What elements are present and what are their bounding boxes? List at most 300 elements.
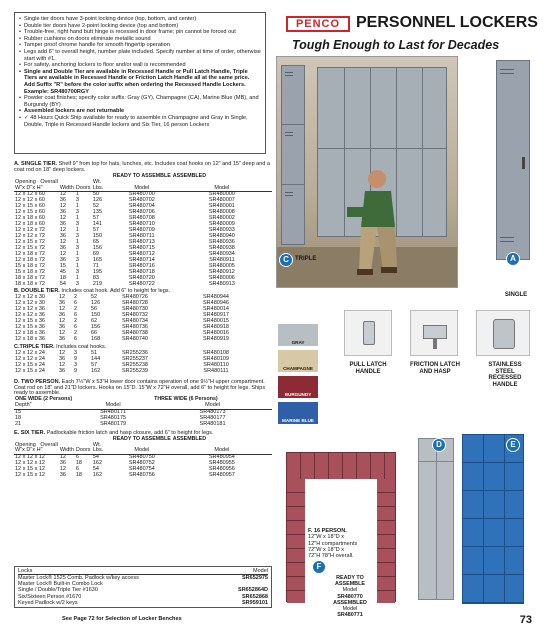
table-cell: SR480740 [122, 335, 148, 342]
swatch-gray: GRAY [278, 324, 318, 346]
feature-item: • Assembled lockers are not returnable [19, 108, 261, 115]
table-cell: 12 [59, 330, 66, 337]
sixteen-rta-label: READY TO ASSEMBLE [335, 575, 365, 588]
table-cell: SR480750 [128, 454, 155, 461]
sixteen-model-line: SR480771 [337, 612, 363, 619]
table-cell: 141 [92, 221, 103, 228]
table-cell: 168 [91, 335, 101, 342]
col-model: Model [105, 402, 121, 409]
table-cell: 36 [59, 244, 66, 251]
col-doors: Doors [75, 184, 91, 191]
table-cell: 12 x 18 x 60 [15, 221, 45, 228]
table-cell: 12 x 15 x 60 [15, 203, 45, 210]
table-cell: 156 [92, 244, 103, 251]
table-cell: 12 x 15 x 12 [15, 466, 45, 473]
table-cell: 45 [59, 268, 66, 275]
table-cell: 54 [92, 454, 99, 461]
table-cell: 12 [59, 215, 66, 222]
table-cell: SR480946 [203, 300, 229, 307]
table-cell: SR480177 [199, 415, 226, 421]
table-cell: 2 [74, 330, 78, 337]
table-cell: SR480016 [203, 330, 229, 337]
features-list [19, 16, 261, 128]
table-cell: 12 [59, 250, 66, 257]
table-cell: 1 [75, 238, 79, 245]
lock-name: Keyed Padlock w/2 keys [18, 599, 78, 606]
table-row [14, 282, 272, 288]
col-wt: Wt. [92, 441, 102, 448]
table-cell: 12 x 12 x 72 [15, 233, 45, 240]
col-rta: READY TO ASSEMBLE [112, 435, 171, 442]
table-cell: 12 [59, 227, 66, 234]
single-locker-photo [490, 60, 536, 285]
table-cell: 165 [92, 256, 103, 263]
table-cell: 2 [74, 318, 78, 325]
table-cell: 12 [59, 294, 66, 301]
table-cell: 36 [59, 312, 66, 319]
swatch-burgundy: BURGUNDY [278, 376, 318, 398]
table-cell: SR480711 [129, 233, 155, 240]
swatch-marine-blue: MARINE BLUE [278, 402, 318, 424]
col-lbs: Lbs. [92, 447, 104, 454]
table-cell: 69 [92, 250, 99, 257]
col-rta: READY TO ASSEMBLE [112, 172, 171, 179]
sixteen-model-line: ASSEMBLED [333, 599, 367, 606]
table-cell: 150 [91, 312, 101, 319]
col-doors: Doors [75, 447, 91, 454]
table-cell: SR480110 [203, 361, 229, 368]
lock-model: SR652868 [242, 593, 268, 600]
table-cell: 71 [92, 262, 99, 269]
table-cell: 3 [75, 244, 79, 251]
col-assembled: ASSEMBLED [172, 435, 207, 442]
table-cell: 57 [92, 227, 99, 234]
table-cell: 3 [75, 197, 79, 204]
table-row [14, 337, 272, 343]
section-b-heading: B. DOUBLE TIER. Includes coat hook. Add 6" to height for legs. [14, 288, 171, 295]
table-cell: 9 [74, 355, 78, 362]
table-cell: 36 [59, 367, 66, 374]
table-row [14, 473, 272, 479]
col-width: Width [59, 184, 74, 191]
table-cell: 12 x 12 x 24 [15, 349, 45, 356]
col-lbs: Lbs. [92, 184, 104, 191]
badge-f: F [312, 560, 326, 574]
badge-a: A [506, 252, 520, 266]
badge-d: D [432, 438, 446, 452]
table-cell: SR480732 [122, 312, 148, 319]
feature-item: • Double tier doors have 2-point locking device (top and bottom) [19, 23, 261, 30]
table-cell: 12 x 15 x 72 [15, 238, 45, 245]
table-cell: 66 [91, 330, 98, 337]
table-cell: 9 [74, 367, 78, 374]
table-cell: SR480714 [128, 256, 155, 263]
lock-model: SR652864D [238, 587, 268, 594]
table-cell: SR480173 [199, 409, 226, 416]
table-cell: 18 [59, 274, 66, 281]
table-cell: 12 x 15 x 12 [15, 472, 45, 479]
table-cell: 1 [75, 215, 79, 222]
section-e-heading: E. SIX TIER. Padlockable friction latch and hasp closure, add 6" to height for legs. [14, 429, 214, 436]
lock-name: Six/Sixteen Person #1670 [18, 593, 82, 600]
table-cell: 36 [59, 460, 66, 467]
table-cell: 12 x 15 x 72 [15, 244, 45, 251]
table-cell: 12 [59, 361, 66, 368]
feature-item: • Rubber cushions on doors eliminate metallic sound [19, 36, 261, 43]
table-cell: 144 [91, 355, 101, 362]
table-cell: 1 [75, 203, 79, 210]
table-cell: 3 [75, 256, 79, 263]
table-cell: SR480000 [208, 191, 235, 198]
col-assembled: ASSEMBLED [172, 172, 207, 179]
table-cell: 36 [59, 256, 66, 263]
col-depth: Depth" [15, 402, 32, 409]
table-cell: SR480933 [208, 227, 235, 234]
col-width: Width [59, 447, 74, 454]
table-cell: 36 [59, 209, 66, 216]
table-cell: 52 [92, 203, 99, 210]
table-cell: 56 [91, 306, 98, 313]
friction-latch-thumb [410, 310, 458, 356]
table-cell: SR480706 [128, 209, 155, 216]
table-cell: SR480730 [122, 306, 148, 313]
table-cell: 6 [74, 300, 78, 307]
table-cell: 162 [92, 460, 103, 467]
sixteen-model-line: Model [342, 606, 358, 613]
table-cell: SR480911 [209, 256, 235, 263]
sixteen-line: 12"W x 18"D x [308, 534, 344, 541]
lock-model: SR652975 [242, 575, 268, 582]
table-cell: 6 [74, 324, 78, 331]
table-cell: SR480181 [199, 420, 226, 427]
col-wt: Wt. [92, 178, 102, 185]
features-box [14, 12, 266, 154]
table-cell: 3 [75, 233, 79, 240]
table-cell: SR480752 [128, 460, 155, 467]
table-cell: 12 [59, 203, 66, 210]
table-cell: SR480014 [203, 306, 229, 313]
table-cell: 12 x 18 x 36 [15, 330, 45, 337]
table-cell: 12 x 12 x 36 [15, 312, 45, 319]
table-cell: 15 [59, 262, 66, 269]
table-cell: SR480918 [203, 324, 229, 331]
feature-item: • ✓ 48 Hours Quick Ship available for ready to assemble in Champagne and Gray in Single, Double, Triple in Recessed Handle lockers and Six Tier, 16 person Lockers [19, 115, 261, 128]
person-figure [347, 167, 403, 277]
table-cell: 36 [59, 324, 66, 331]
section-a-table: READY TO ASSEMBLE ASSEMBLED Opening Overall Wt. W"x D"x H" Width Doors Lbs. Model Model 12 x 12 x 60 12 1 50 SR480700 SR480000 12 x 12 x 60 36 3 126 SR480702 SR480007 12 x 15 x 60 12 1 52 SR480704 SR480001 12 x 15 x 60 36 3 135 SR480706 SR480008 12 x 18 x 60 12 1 57 SR480708 SR480002 12 x 18 x 60 36 3 141 SR480710 SR480009 12 x 12 x 72 12 1 57 SR480709 SR480933 12 x 12 x 72 36 3 150 SR480711 SR480940 12 x 15 x 72 12 1 65 SR480713 SR480936 12 x 15 x 72 36 3 156 SR480715 SR480938 12 x 18 x 72 12 1 69 SR480712 SR480934 12 x 18 x 72 36 3 165 SR480714 SR480911 15 x 18 x 72 15 1 71 SR480716 SR480005 15 x 18 x 72 45 3 195 SR480718 SR480912 18 x 18 x 72 18 1 83 SR480720 SR480006 18 x 18 x 72 54 3 219 SR480722 SR480913 [14, 174, 272, 288]
page-number: 73 [519, 614, 532, 626]
table-cell: SR480726 [122, 294, 148, 301]
table-cell: 54 [92, 466, 99, 473]
tagline: Tough Enough to Last for Decades [292, 38, 500, 52]
table-cell: 162 [91, 367, 101, 374]
table-cell: 36 [59, 300, 66, 307]
sixteen-line: 72"H 78"H overall. [308, 553, 354, 559]
table-cell: SR480917 [203, 312, 229, 319]
col-model: Model [134, 447, 150, 454]
swatch-champagne: CHAMPAGNE [278, 350, 318, 372]
table-cell: 126 [92, 197, 103, 204]
table-cell: SR480015 [203, 318, 229, 325]
locks-header: Locks [18, 568, 33, 574]
table-cell: 162 [92, 472, 103, 479]
table-cell: 54 [59, 280, 66, 287]
table-cell: 150 [92, 233, 103, 240]
two-person-locker [418, 438, 454, 600]
table-cell: SR480955 [208, 460, 235, 467]
feature-item: • Single and Double Tier are available in Recessed Handle or Pull Latch Handle, Triple Tiers are available in Recessed Handle or Friction Latch Handle all at the same price. Add Suffix "R" before the color suffix when ordering the Recessed Handle Lockers. Example: SR480700RGY [19, 69, 261, 95]
table-cell: 6 [74, 335, 78, 342]
table-row [14, 369, 272, 375]
table-cell: SR480715 [128, 244, 155, 251]
table-cell: 12 x 15 x 36 [15, 324, 45, 331]
table-cell: 126 [91, 300, 101, 307]
table-cell: 12 x 12 x 12 [15, 460, 45, 467]
table-cell: 12 x 18 x 72 [15, 256, 45, 263]
locks-model-header: Model [253, 568, 268, 574]
table-cell: SR480009 [208, 221, 235, 228]
table-cell: 1 [75, 274, 79, 281]
table-cell: SR480736 [122, 324, 148, 331]
table-cell: 12 x 12 x 30 [15, 294, 45, 301]
locker-room-photo [276, 56, 458, 288]
table-cell: SR480944 [203, 294, 229, 301]
table-row [14, 422, 272, 428]
table-cell: SR480006 [208, 274, 235, 281]
table-cell: 12 x 12 x 36 [15, 306, 45, 313]
table-cell: SR255238 [122, 361, 148, 368]
table-cell: SR480109 [203, 355, 229, 362]
table-cell: SR480912 [208, 268, 235, 275]
table-cell: 36 [59, 472, 66, 479]
table-cell: SR480002 [208, 215, 235, 222]
table-cell: SR480934 [208, 250, 235, 257]
table-cell: 15 [15, 409, 22, 416]
pull-latch-thumb [344, 310, 392, 356]
table-cell: SR480938 [208, 244, 235, 251]
see-page-note: See Page 72 for Selection of Locker Benches [62, 616, 182, 622]
table-cell: 6 [74, 312, 78, 319]
col-three-wide: THREE WIDE (6 Persons) [154, 396, 218, 403]
recessed-handle-label: STAINLESS STEEL RECESSED HANDLE [488, 362, 522, 388]
table-cell: 12 x 12 x 60 [15, 191, 45, 198]
table-cell: SR480008 [208, 209, 235, 216]
page-title: PERSONNEL LOCKERS [356, 14, 538, 31]
table-cell: SR480171 [100, 409, 127, 416]
table-cell: 3 [75, 221, 79, 228]
table-cell: 12 x 15 x 24 [15, 361, 45, 368]
table-cell: 1 [75, 227, 79, 234]
table-cell: 12 [59, 454, 66, 461]
table-cell: 57 [91, 361, 98, 368]
table-cell: SR480710 [128, 221, 155, 228]
table-cell: 6 [75, 466, 79, 473]
col-dims: W"x D"x H" [15, 447, 43, 454]
table-cell: SR480954 [208, 454, 235, 461]
feature-item: • Legs add 6" to overall height, number plate included. Specify number at time of order, otherwise start with #1. [19, 49, 261, 62]
table-cell: SR480179 [100, 420, 127, 427]
table-cell: 18 [15, 415, 22, 421]
spec-tables [14, 160, 272, 479]
table-cell: SR480001 [208, 203, 235, 210]
lock-model: SR959101 [242, 599, 268, 606]
table-cell: 195 [92, 268, 103, 275]
lock-name: Single / Double/Triple Tier #1630 [18, 587, 98, 594]
locks-box [14, 566, 272, 608]
table-cell: 1 [75, 262, 79, 269]
feature-item: • Trouble-free, right hand butt hinge is recessed in door frame; pin cannot be forced out [19, 29, 261, 36]
badge-c: C [279, 253, 293, 267]
table-cell: SR480936 [208, 238, 235, 245]
table-cell: 1 [75, 191, 79, 198]
table-cell: SR480913 [208, 280, 235, 287]
table-cell: 12 [59, 349, 66, 356]
single-label: SINGLE [504, 292, 528, 298]
table-cell: 12 [59, 191, 66, 198]
table-cell: 12 x 18 x 72 [15, 250, 45, 257]
pull-latch-label: PULL LATCH HANDLE [349, 362, 387, 375]
table-cell: 2 [74, 306, 78, 313]
table-cell: 18 [75, 460, 82, 467]
triple-label: TRIPLE [295, 256, 317, 262]
table-cell: 36 [59, 355, 66, 362]
single-tier-locker [496, 60, 530, 260]
section-b-table [14, 295, 272, 343]
table-cell: SR480734 [122, 318, 148, 325]
table-cell: 65 [92, 238, 99, 245]
penco-logo [286, 16, 350, 32]
lock-name: Master Lock® 1525 Comb. Padlock w/key access [18, 575, 139, 582]
feature-item: • Powder coat finishes; specify color suffix: Gray (GY), Champagne (CA), Marine Blue (MB), and Burgundy (BY) [19, 95, 261, 108]
table-cell: 12 x 12 x 60 [15, 197, 45, 204]
table-cell: SR480716 [128, 262, 155, 269]
table-cell: 62 [91, 318, 98, 325]
table-cell: 12 [59, 466, 66, 473]
sixteen-model-line: SR480770 [337, 593, 363, 600]
table-cell: SR255237 [122, 355, 148, 362]
table-cell: 12 x 18 x 60 [15, 215, 45, 222]
table-cell: 156 [91, 324, 101, 331]
table-cell: 3 [75, 209, 79, 216]
col-model: Model [214, 447, 230, 454]
table-cell: SR480940 [208, 233, 235, 240]
table-cell: 15 x 18 x 72 [15, 262, 45, 269]
table-cell: 36 [59, 221, 66, 228]
table-cell: 36 [59, 197, 66, 204]
table-cell: 3 [75, 280, 79, 287]
sixteen-title: F. 16 PERSON. [308, 528, 347, 534]
sixteen-model-line: Model [342, 587, 358, 594]
sixteen-line: 12"H compartments [308, 540, 358, 547]
table-cell: SR480754 [128, 466, 155, 473]
table-cell: 18 [75, 472, 82, 479]
table-cell: 12 x 12 x 12 [15, 454, 45, 461]
sixteen-person-spec [308, 528, 392, 559]
table-cell: SR480108 [203, 349, 229, 356]
col-model: Model [134, 184, 150, 191]
table-cell: 36 [59, 335, 66, 342]
table-cell: 36 [59, 233, 66, 240]
col-one-wide: ONE WIDE (2 Persons) [15, 396, 73, 403]
section-c-heading: C.TRIPLE TIER. Includes coat hooks. [14, 343, 107, 350]
table-cell: SR480957 [208, 472, 235, 479]
table-cell: 18 x 18 x 72 [15, 280, 45, 287]
table-cell: SR480713 [128, 238, 155, 245]
table-cell: SR480720 [128, 274, 155, 281]
col-dims: W"x D"x H" [15, 184, 43, 191]
table-cell: SR255236 [122, 349, 148, 356]
table-cell: 12 x 12 x 30 [15, 300, 45, 307]
sixteen-line: 72"W x 18"D x [308, 546, 344, 553]
table-cell: SR480702 [128, 197, 155, 204]
lock-name: Master Lock® Built-in Combo Lock [18, 581, 103, 588]
section-d-heading: D. TWO PERSON. Each 7½"W x 53"H lower door contains operation of one 9½"H upper compartment. Coat rod on 18" and 21"D lockers. Hooks on 15"D. 15"W x 72"H overall, add 6" to height for legs. Ships ready to assemble. [14, 378, 266, 397]
table-cell: 50 [92, 191, 99, 198]
feature-item: • Single tier doors have 3-point locking device (top, bottom, and center) [19, 16, 261, 23]
table-cell: 1 [75, 250, 79, 257]
table-cell: SR480956 [208, 466, 235, 473]
section-a-heading: A. SINGLE TIER. Shelf 9" from top for hats, lunches, etc. Includes coat hooks on 12" and 15" deep and a coat rod on 18" deep lockers. [14, 161, 270, 173]
table-cell: SR480919 [203, 335, 229, 342]
table-cell: 219 [92, 280, 103, 287]
table-cell: 52 [91, 294, 98, 301]
section-c-table [14, 351, 272, 375]
col-model: Model [214, 184, 230, 191]
feature-item: • Tamper proof chrome handle for smooth fingertip operation [19, 42, 261, 49]
table-cell: 2 [74, 294, 78, 301]
table-cell: SR480708 [128, 215, 155, 222]
table-cell: 6 [75, 454, 79, 461]
table-cell: 12 [59, 238, 66, 245]
table-cell: 12 x 15 x 24 [15, 367, 45, 374]
table-cell: SR480704 [128, 203, 155, 210]
table-cell: 83 [92, 274, 99, 281]
section-e-table: READY TO ASSEMBLE ASSEMBLED Opening Overall Wt. W"x D"x H" Width Doors Lbs. Model Model 12 x 12 x 12 12 6 54 SR480750 SR480954 12 x 12 x 12 36 18 162 SR480752 SR480955 12 x 15 x 12 12 6 54 SR480754 SR480956 12 x 15 x 12 36 18 162 SR480756 SR480957 [14, 437, 272, 479]
table-cell: SR480111 [203, 367, 229, 374]
table-cell: 57 [92, 215, 99, 222]
table-cell: SR480738 [122, 330, 148, 337]
table-cell: 12 [59, 306, 66, 313]
table-cell: 12 x 15 x 60 [15, 209, 45, 216]
table-cell: 12 x 18 x 36 [15, 335, 45, 342]
friction-latch-label: FRICTION LATCH AND HASP [410, 362, 460, 375]
badge-e: E [506, 438, 520, 452]
table-cell: 18 x 18 x 72 [15, 274, 45, 281]
sixteen-models [324, 575, 376, 618]
table-cell: SR255239 [122, 367, 148, 374]
table-cell: 3 [74, 361, 78, 368]
table-cell: SR480007 [208, 197, 235, 204]
six-tier-locker [462, 434, 524, 604]
table-cell: 3 [75, 268, 79, 275]
table-cell: SR480756 [128, 472, 155, 479]
table-cell: SR480175 [100, 415, 127, 421]
table-cell: 3 [74, 349, 78, 356]
logo-text: PENCO [295, 17, 341, 30]
table-cell: SR480712 [128, 250, 155, 257]
col-model: Model [205, 402, 221, 409]
table-cell: 51 [91, 349, 98, 356]
table-cell: 21 [15, 420, 22, 427]
triple-tier-locker [281, 65, 305, 245]
table-cell: 135 [92, 209, 103, 216]
table-cell: 12 x 12 x 72 [15, 227, 45, 234]
table-cell: 12 x 12 x 24 [15, 355, 45, 362]
table-cell: 12 x 15 x 36 [15, 318, 45, 325]
table-cell: 15 x 18 x 72 [15, 268, 45, 275]
lock-row [18, 600, 268, 606]
section-d-table [14, 397, 272, 427]
